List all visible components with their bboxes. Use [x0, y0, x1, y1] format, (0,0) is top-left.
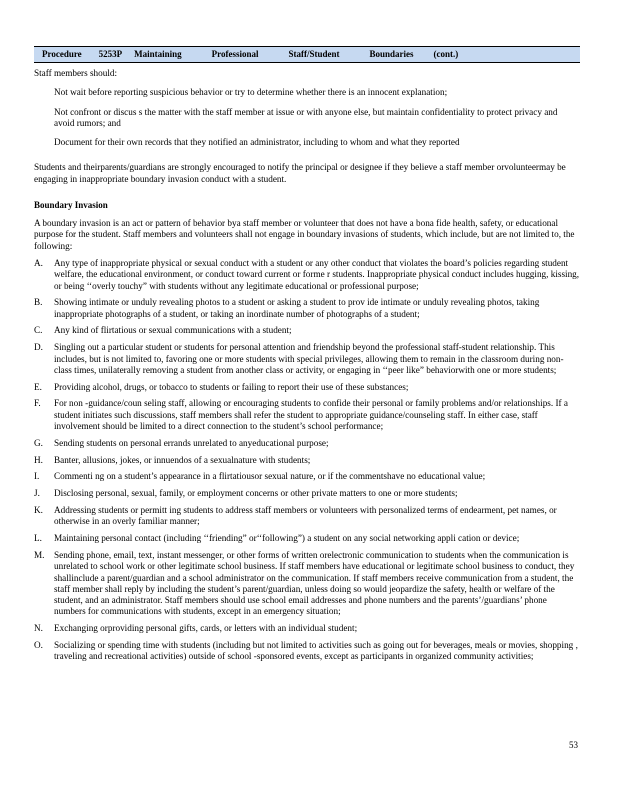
- list-item: [34, 258, 580, 292]
- header-word-3: Staff/Student: [288, 49, 340, 59]
- list-item: [34, 107, 580, 130]
- list-item: [34, 297, 580, 320]
- list-item: [34, 623, 580, 634]
- bullet-glyph: [34, 137, 54, 148]
- bullet-list: [34, 87, 580, 148]
- list-item: [34, 533, 580, 544]
- subheading: Boundary Invasion: [34, 200, 108, 211]
- item-text: Addressing students or permitt ing students to address staff members or volunteers with personalized terms of endearment, pet names, or otherwise in an overly familiar manner;: [54, 505, 557, 527]
- boundary-items-list: [34, 258, 580, 663]
- item-letter: J.: [34, 488, 40, 499]
- item-letter: D.: [34, 342, 43, 353]
- header-word-2: Professional: [211, 49, 259, 59]
- item-text: Socializing or spending time with students (including but not limited to activities such as going out for beverages, meals or movies, shopping , traveling and recreational activities) outside of school -sponsored events, except as participants in organized community activities;: [54, 639, 578, 662]
- header-procedure: Procedure: [42, 49, 82, 59]
- item-letter: N.: [34, 623, 43, 634]
- item-letter: E.: [34, 381, 42, 392]
- list-item: [34, 505, 580, 528]
- list-item: [34, 382, 580, 393]
- header-word-4: Boundaries: [369, 49, 414, 59]
- bullet-glyph: [34, 87, 54, 98]
- item-text: Showing intimate or unduly revealing photos to a student or asking a student to prov ide intimate or unduly revealing photos, taking inappropriate photographs of a student, or taking an inordinate number of photographs of a student;: [54, 297, 540, 319]
- item-text: Providing alcohol, drugs, or tobacco to students or failing to report their use of these substances;: [54, 381, 409, 392]
- item-letter: L.: [34, 533, 42, 544]
- list-item: [34, 488, 580, 499]
- item-text: Banter, allusions, jokes, or innuendos of a sexualnature with students;: [54, 454, 311, 465]
- document-page: [34, 46, 580, 668]
- bullet-text: Not wait before reporting suspicious behavior or try to determine whether there is an innocent explanation;: [54, 87, 448, 98]
- header-code: 5253P: [98, 49, 123, 59]
- item-text: Commenti ng on a student’s appearance in a flirtatiousor sexual nature, or if the commentshave no educational value;: [54, 471, 486, 482]
- list-item: [34, 471, 580, 482]
- item-letter: M.: [34, 549, 45, 560]
- item-text: Sending phone, email, text, instant messenger, or other forms of written orelectronic communication to students when the communication is unrelated to school work or other legitimate school business. If staff members have educational or legitimate school business to conduct, they shallinclude a parent/guardian and a school administrator on the communication. If staff members receive communication from a student, the staff member shall reply by including the student’s parent/guardian, unless doing so would jeopardize the safety, health or welfare of the student, and an administrator. Staff members should use school email addresses and phone numbers and the parents’/guardians’ phone numbers for communications with students, except in an emergency situation;: [54, 549, 575, 617]
- item-letter: F.: [34, 398, 41, 409]
- list-item: [34, 87, 580, 98]
- item-text: Sending students on personal errands unrelated to anyeducational purpose;: [54, 437, 329, 448]
- list-item: [34, 342, 580, 376]
- item-letter: I.: [34, 471, 40, 482]
- item-text: Maintaining personal contact (including ‘‘friending” or‘‘following”) a student on any social networking appli cation or device;: [54, 533, 520, 544]
- section-header-bar: [34, 46, 580, 63]
- list-item: [34, 640, 580, 663]
- item-text: Exchanging orproviding personal gifts, cards, or letters with an individual student;: [54, 623, 358, 634]
- intro-line: Staff members should:: [34, 68, 118, 78]
- item-text: For non -guidance/coun seling staff, allowing or encouraging students to confide their personal or family problems and/or relationships. If a student initiates such discussions, staff members shall refer the student to appropriate guidance/counseling staff. In either case, staff involvement should be limited to a direct connection to the student’s school performance;: [54, 398, 568, 432]
- list-item: [34, 550, 580, 618]
- header-word-1: Maintaining: [134, 49, 182, 59]
- page-number: 53: [569, 740, 578, 750]
- list-item: [34, 137, 580, 148]
- item-letter: G.: [34, 437, 43, 448]
- students-paragraph: Students and theirparents/guardians are strongly encouraged to notify the principal or designee if they believe a staff member orvolunteermay be engaging in inappropriate boundary invasion conduct with a student.: [34, 162, 566, 184]
- header-cont: (cont.): [433, 49, 459, 59]
- item-letter: A.: [34, 257, 43, 268]
- list-item: [34, 438, 580, 449]
- item-letter: K.: [34, 505, 43, 516]
- item-text: Disclosing personal, sexual, family, or employment concerns or other private matters to one or more students;: [54, 488, 458, 499]
- definition-paragraph: A boundary invasion is an act or pattern of behavior bya staff member or volunteer that does not have a bona fide health, safety, or educational purpose for the student. Staff members and volunteers shall not engage in boundary invasions of students, which include, but are not limited to, the following:: [34, 218, 575, 251]
- bullet-glyph: [34, 107, 54, 130]
- item-letter: H.: [34, 454, 43, 465]
- item-text: Singling out a particular student or students for personal attention and friendship beyond the professional staff-student relationship. This includes, but is not limited to, favoring one or more students with special privileges, allowing them to remain in the classroom during non-class times, unilaterally removing a student from another class or activity, or engaging in ‘‘peer like” behaviorwith one or more students;: [54, 342, 564, 375]
- item-text: Any type of inappropriate physical or sexual conduct with a student or any other conduct that violates the board’s policies regarding student welfare, the educational environment, or conduct toward current or forme r students. Inappropriate physical conduct includes hugging, kissing, or being ‘‘overly touchy” with students without any legitimate educational or professional purpose;: [54, 257, 580, 291]
- item-letter: B.: [34, 297, 43, 308]
- item-text: Any kind of flirtatious or sexual communications with a student;: [54, 325, 292, 336]
- item-letter: C.: [34, 325, 43, 336]
- list-item: [34, 325, 580, 336]
- list-item: [34, 455, 580, 466]
- bullet-text: Document for their own records that they notified an administrator, including to whom and what they reported: [54, 137, 460, 148]
- item-letter: O.: [34, 639, 43, 650]
- list-item: [34, 398, 580, 432]
- bullet-text: Not confront or discus s the matter with the staff member at issue or with anyone else, but maintain confidentiality to protect privacy and avoid rumors; and: [54, 106, 558, 128]
